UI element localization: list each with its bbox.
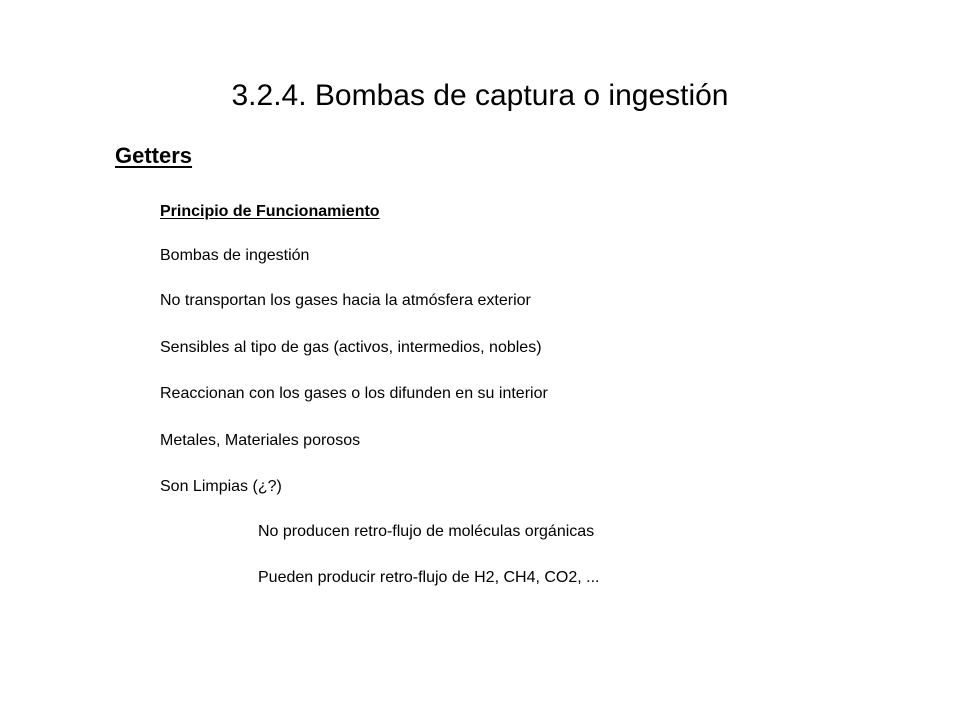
sub-list-item: Pueden producir retro-flujo de H2, CH4, CO2, ... (258, 569, 600, 586)
list-item: Bombas de ingestión (160, 247, 310, 264)
slide-subtitle: Getters (115, 143, 193, 168)
list-item: Son Limpias (¿?) (160, 478, 282, 495)
list-item: Sensibles al tipo de gas (activos, intermedios, nobles) (160, 339, 542, 356)
sub-list-item: No producen retro-flujo de moléculas orgánicas (258, 523, 595, 540)
list-item: Metales, Materiales porosos (160, 432, 361, 449)
slide-title: 3.2.4. Bombas de captura o ingestión (231, 79, 729, 112)
list-item: No transportan los gases hacia la atmósfera exterior (160, 292, 531, 309)
list-item: Reaccionan con los gases o los difunden en su interior (160, 385, 548, 402)
section-heading: Principio de Funcionamiento (160, 203, 380, 220)
